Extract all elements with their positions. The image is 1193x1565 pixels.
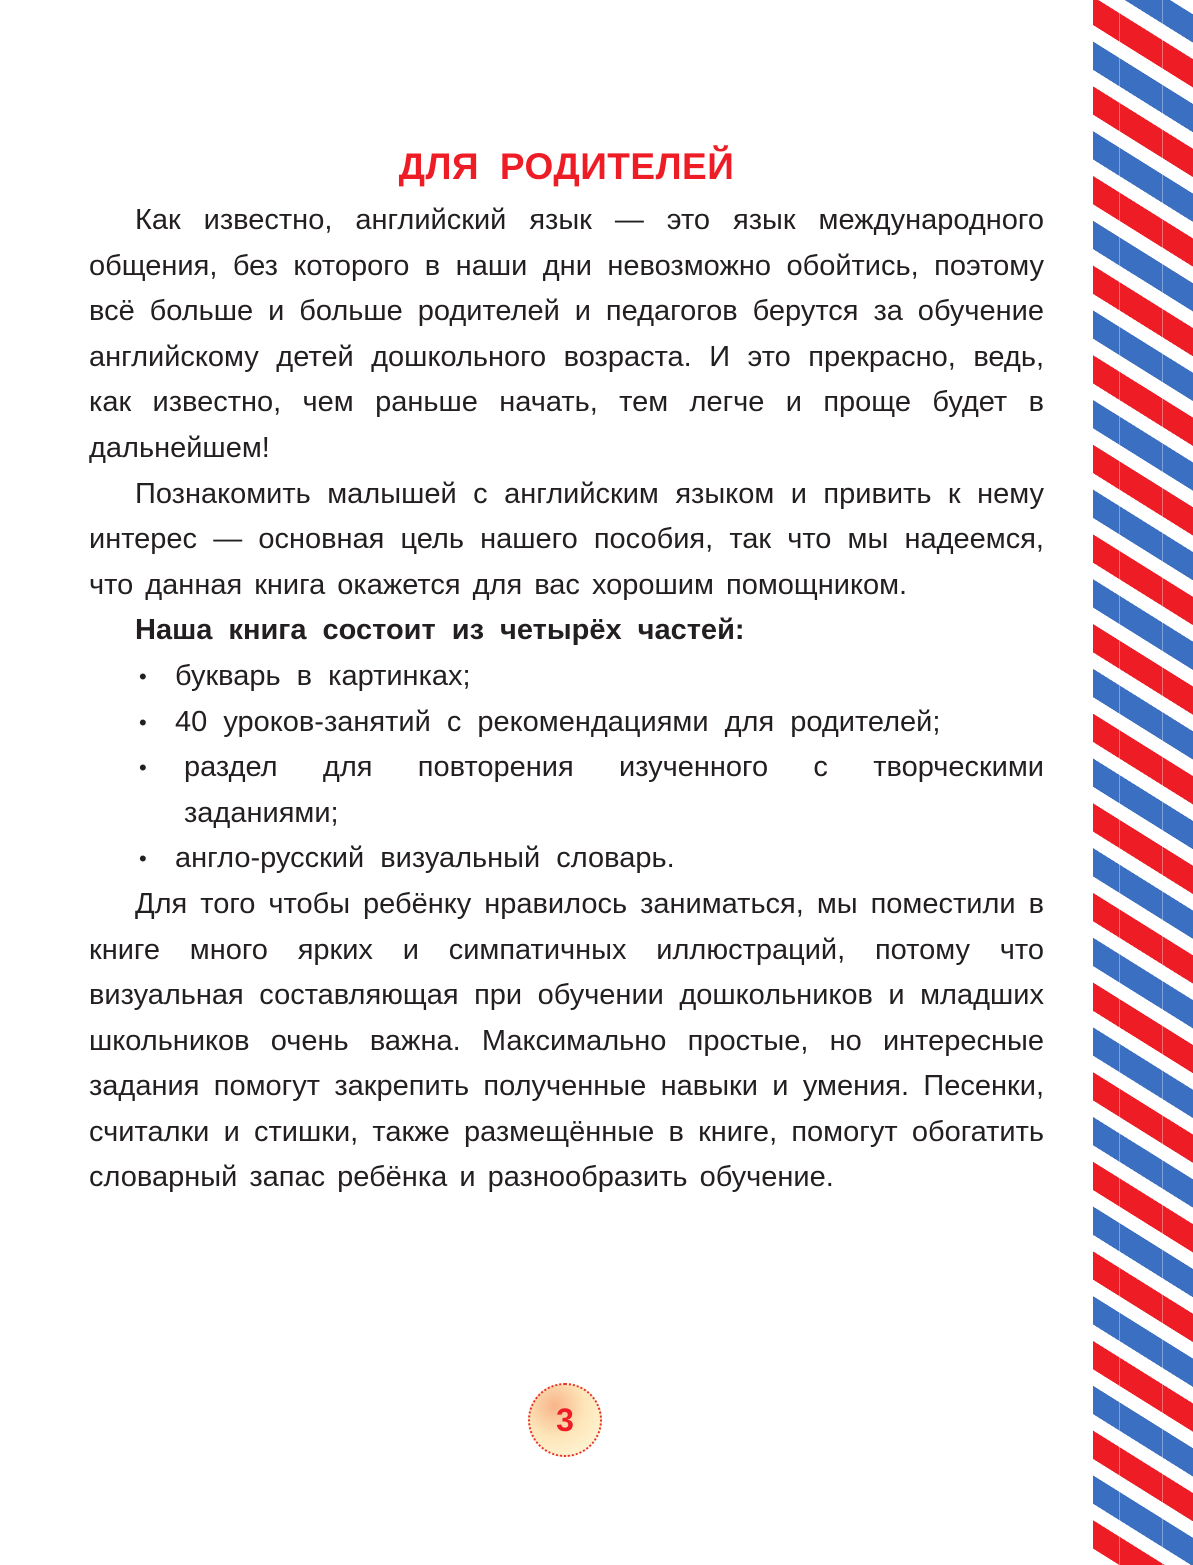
- page-content: [89, 198, 1044, 1201]
- page-number-badge: [528, 1383, 602, 1457]
- bullet-icon: •: [139, 846, 147, 872]
- list-item: • букварь в картинках;: [89, 654, 1044, 700]
- list-item: • раздел для повторения изученного с творческими заданиями;: [89, 745, 1044, 836]
- list-item: • англо-русский визуальный словарь.: [89, 836, 1044, 882]
- bullet-icon: •: [139, 709, 147, 735]
- intro-paragraph: Как известно, английский язык — это язык международного общения, без которого в наши дни невозможно обойтись, поэтому всё больше и больше родителей и педагогов берутся за обучение английскому детей дошкольного возраста. И это прекрасно, ведь, как известно, чем раньше начать, тем легче и проще будет в дальнейшем!: [89, 204, 1044, 464]
- page-title: ДЛЯ РОДИТЕЛЕЙ: [398, 146, 735, 187]
- book-parts-list: [89, 654, 1044, 882]
- goal-paragraph: Познакомить малышей с английским языком и привить к нему интерес — основная цель нашего пособия, так что мы надеемся, что данная книга окажется для вас хорошим помощником.: [89, 477, 1044, 601]
- bullet-icon: •: [139, 663, 147, 689]
- list-heading: Наша книга состоит из четырёх частей:: [135, 614, 745, 647]
- bullet-icon: •: [139, 755, 147, 781]
- page-number: 3: [556, 1401, 574, 1438]
- list-item: • 40 уроков-занятий с рекомендациями для родителей;: [89, 700, 1044, 746]
- closing-paragraph: Для того чтобы ребёнку нравилось заниматься, мы поместили в книге много ярких и симпатичных иллюстраций, потому что визуальная составляющая при обучении дошкольников и младших школьников очень важна. Максимально простые, но интересные задания помогут закрепить полученные навыки и умения. Песенки, считалки и стишки, также размещённые в книге, помогут обогатить словарный запас ребёнка и разнообразить обучение.: [89, 887, 1044, 1194]
- decorative-stripe-border: [1093, 0, 1193, 1565]
